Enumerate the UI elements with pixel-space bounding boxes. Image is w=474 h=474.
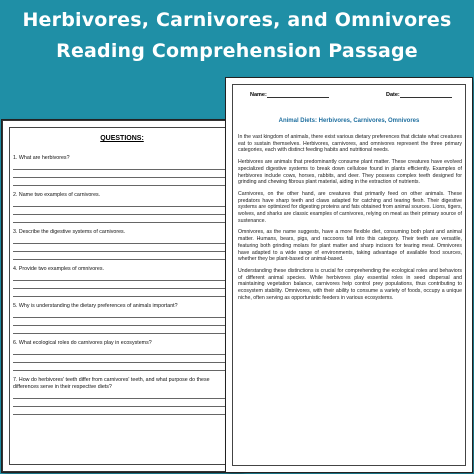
question-text: 3. Describe the digestive systems of carnivores. bbox=[13, 229, 126, 235]
question-text: 5. Why is understanding the dietary preferences of animals important? bbox=[13, 303, 178, 309]
passage-paragraph: Carnivores, on the other hand, are creatures that primarily feed on other animals. These predators have sharp teeth and claws adapted for catching and tearing flesh. Their digestive systems are optimized for digesting proteins and fats obtained from animal sources. Lions, tigers, wolves, and sharks are classic examples of carnivores, relying on meat as their primary source of sustenance. bbox=[238, 190, 462, 224]
banner-title-line-2: Reading Comprehension Passage bbox=[56, 40, 418, 62]
passage-paragraph: Herbivores are animals that predominantly consume plant matter. These creatures have evolved specialized digestive systems to break down cellulose found in plants efficiently. Examples of herbivores include cows, horses, rabbits, and deer. They possess complex teeth designed for grinding and chewing fibrous plant material, aiding in the extraction of nutrients. bbox=[238, 159, 462, 186]
date-label: Date: bbox=[386, 92, 400, 98]
name-label: Name: bbox=[250, 92, 267, 98]
question-text: 1. What are herbivores? bbox=[13, 155, 70, 161]
answer-line[interactable] bbox=[13, 398, 229, 399]
answer-line[interactable] bbox=[13, 185, 229, 186]
answer-line[interactable] bbox=[13, 414, 229, 415]
question-item bbox=[13, 229, 229, 260]
question-text: 4. Provide two examples of omnivores. bbox=[13, 266, 104, 272]
passage-body bbox=[238, 134, 462, 306]
question-list bbox=[13, 155, 229, 421]
answer-line[interactable] bbox=[13, 169, 229, 170]
answer-line[interactable] bbox=[13, 333, 229, 334]
title-banner bbox=[0, 0, 474, 76]
passage-paragraph: Understanding these distinctions is crucial for comprehending the ecological roles and behaviors of different animal species. While herbivores play essential roles in seed dispersal and maintaining vegetation balance, carnivores help control prey populations, thus contributing to ecosystem stability. Omnivores, with their ability to consume a variety of foods, occupy a unique niche, often serving as opportunistic feeders in various ecosystems. bbox=[238, 267, 462, 301]
question-item bbox=[13, 303, 229, 334]
answer-line[interactable] bbox=[13, 177, 229, 178]
banner-title-line-1: Herbivores, Carnivores, and Omnivores bbox=[22, 9, 452, 31]
question-text: 7. How do herbivores' teeth differ from carnivores' teeth, and what purpose do these differences serve in their respective diets? bbox=[13, 377, 210, 390]
answer-line[interactable] bbox=[13, 325, 229, 326]
question-item bbox=[13, 266, 229, 297]
answer-line[interactable] bbox=[13, 259, 229, 260]
question-text: 2. Name two examples of carnivores. bbox=[13, 192, 101, 198]
answer-line[interactable] bbox=[13, 288, 229, 289]
answer-line[interactable] bbox=[13, 406, 229, 407]
passage-paragraph: Omnivores, as the name suggests, have a more flexible diet, consuming both plant and animal matter. Humans, bears, pigs, and raccoons fall into this category. Their teeth are versatile, featuring both grinding molars for plant matter and sharp incisors for tearing meat. Omnivores have adapted to a wide range of environments, taking advantage of available food sources, whether they be plant-based or animal-based. bbox=[238, 229, 462, 263]
passage-title: Animal Diets: Herbivores, Carnivores, Omnivores bbox=[278, 118, 420, 124]
answer-line[interactable] bbox=[13, 317, 229, 318]
answer-line[interactable] bbox=[13, 243, 229, 244]
question-item bbox=[13, 155, 229, 186]
name-field bbox=[250, 92, 329, 98]
answer-line[interactable] bbox=[13, 222, 229, 223]
question-item bbox=[13, 340, 229, 371]
questions-heading: QUESTIONS: bbox=[100, 135, 144, 142]
passage-worksheet bbox=[226, 78, 472, 472]
name-blank-line bbox=[267, 97, 329, 98]
answer-line[interactable] bbox=[13, 354, 229, 355]
date-blank-line bbox=[400, 97, 452, 98]
date-field bbox=[386, 92, 452, 98]
answer-line[interactable] bbox=[13, 370, 229, 371]
answer-line[interactable] bbox=[13, 280, 229, 281]
question-item bbox=[13, 192, 229, 223]
answer-line[interactable] bbox=[13, 206, 229, 207]
answer-line[interactable] bbox=[13, 296, 229, 297]
answer-line[interactable] bbox=[13, 362, 229, 363]
passage-paragraph: In the vast kingdom of animals, there exist various dietary preferences that dictate what creatures eat to sustain themselves. Herbivores, carnivores, and omnivores represent the three primary categories, each with distinct feeding habits and nutritional needs. bbox=[238, 134, 462, 154]
question-item bbox=[13, 377, 229, 415]
questions-worksheet bbox=[2, 120, 242, 472]
question-text: 6. What ecological roles do carnivores play in ecosystems? bbox=[13, 340, 152, 346]
answer-line[interactable] bbox=[13, 251, 229, 252]
answer-line[interactable] bbox=[13, 214, 229, 215]
